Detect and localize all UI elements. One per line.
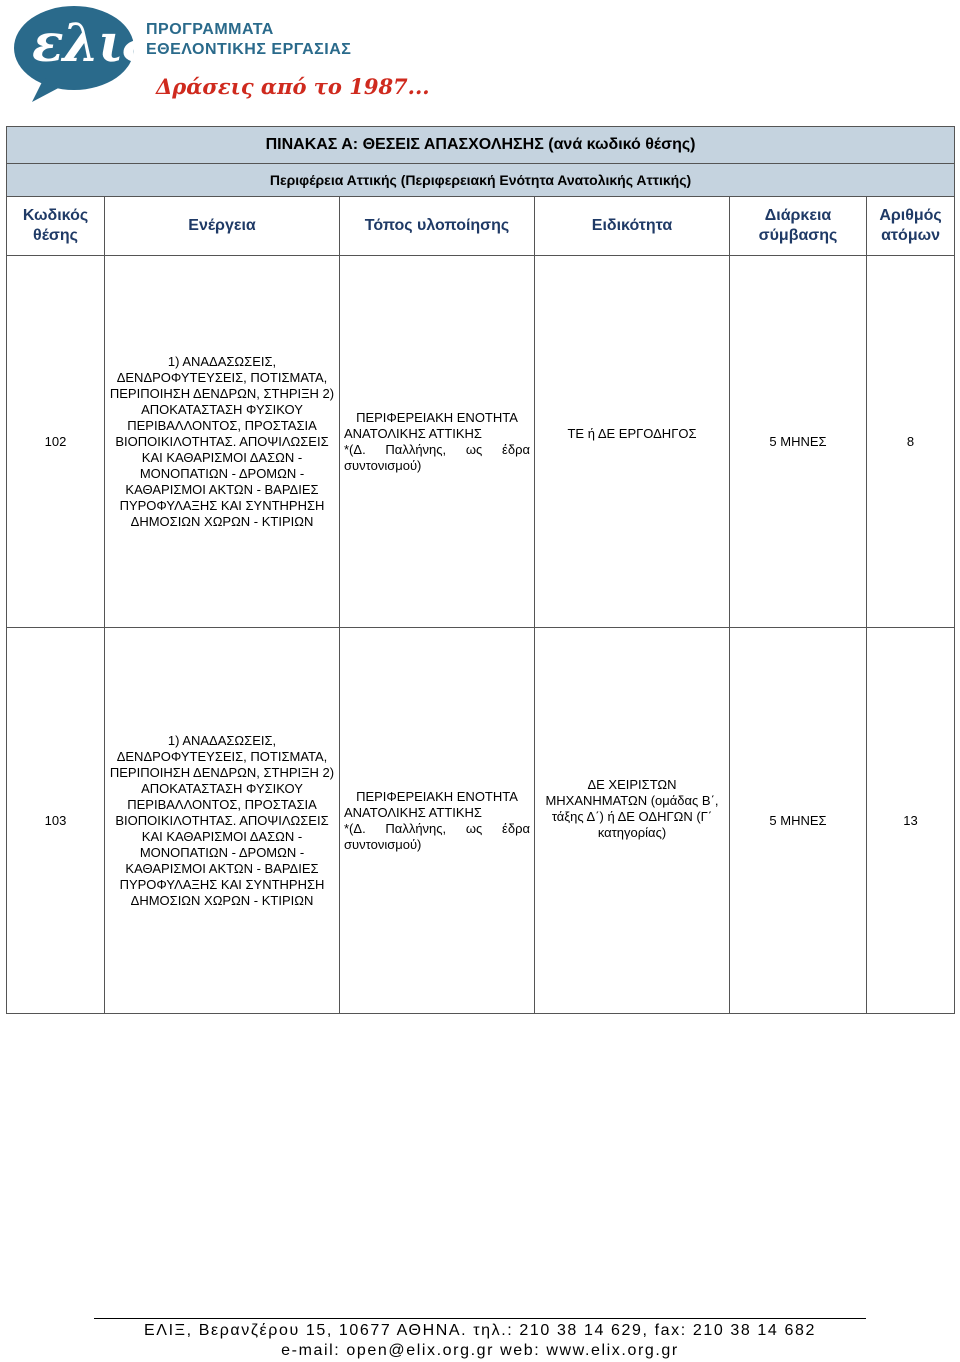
cell-code: 102 bbox=[7, 256, 105, 628]
place-region: ΠΕΡΙΦΕΡΕΙΑΚΗ ΕΝΟΤΗΤΑ ΑΝΑΤΟΛΙΚΗΣ ΑΤΤΙΚΗΣ bbox=[344, 788, 518, 820]
table-subtitle-row bbox=[7, 164, 955, 197]
logo-slogan: Δράσεις από το 1987... bbox=[156, 74, 430, 99]
cell-code: 103 bbox=[7, 628, 105, 1014]
table-row bbox=[7, 628, 955, 1014]
table-row bbox=[7, 256, 955, 628]
positions-table bbox=[6, 126, 955, 1014]
header-specialty: Ειδικότητα bbox=[535, 197, 730, 256]
cell-place bbox=[340, 628, 535, 1014]
table-title: ΠΙΝΑΚΑΣ Α: ΘΕΣΕΙΣ ΑΠΑΣΧΟΛΗΣΗΣ (ανά κωδικό θέσης) bbox=[7, 127, 955, 164]
specialty-text: ΔΕ ΧΕΙΡΙΣΤΩΝ ΜΗΧΑΝΗΜΑΤΩΝ (ομάδας Β΄, τάξης Δ΄) ή ΔΕ ΟΔΗΓΩΝ (Γ΄ κατηγορίας) bbox=[545, 776, 719, 840]
logo-wordmark: ελιξ bbox=[32, 13, 153, 74]
cell-duration: 5 ΜΗΝΕΣ bbox=[730, 628, 867, 1014]
logo-title-line1: ΠΡΟΓΡΑΜΜΑΤΑ bbox=[146, 21, 274, 38]
cell-duration: 5 ΜΗΝΕΣ bbox=[730, 256, 867, 628]
cell-persons: 13 bbox=[867, 628, 955, 1014]
place-note: *(Δ. Παλλήνης, ως έδρα συντονισμού) bbox=[344, 441, 530, 473]
table-subtitle: Περιφέρεια Αττικής (Περιφερειακή Ενότητα Ανατολικής Αττικής) bbox=[7, 164, 955, 197]
header-code: Κωδικός θέσης bbox=[7, 197, 105, 256]
specialty-text: ΤΕ ή ΔΕ ΕΡΓΟΔΗΓΟΣ bbox=[567, 425, 697, 441]
header-place: Τόπος υλοποίησης bbox=[340, 197, 535, 256]
header-action: Ενέργεια bbox=[105, 197, 340, 256]
elix-logo bbox=[10, 4, 430, 104]
table-header-row bbox=[7, 197, 955, 256]
table-title-row bbox=[7, 127, 955, 164]
cell-place bbox=[340, 256, 535, 628]
place-note: *(Δ. Παλλήνης, ως έδρα συντονισμού) bbox=[344, 820, 530, 852]
cell-specialty bbox=[535, 628, 730, 1014]
cell-persons: 8 bbox=[867, 256, 955, 628]
header-persons: Αριθμός ατόμων bbox=[867, 197, 955, 256]
footer-divider bbox=[94, 1318, 866, 1319]
cell-specialty bbox=[535, 256, 730, 628]
cell-action: 1) ΑΝΑΔΑΣΩΣΕΙΣ, ΔΕΝΔΡΟΦΥΤΕΥΣΕΙΣ, ΠΟΤΙΣΜΑΤΑ, ΠΕΡΙΠΟΙΗΣΗ ΔΕΝΔΡΩΝ, ΣΤΗΡΙΞΗ 2) ΑΠΟΚΑΤΑΣΤΑΣΗ ΦΥΣΙΚΟΥ ΠΕΡΙΒΑΛΛΟΝΤΟΣ, ΠΡΟΣΤΑΣΙΑ ΒΙΟΠΟΙΚΙΛΟΤΗΤΑΣ. ΑΠΟΨΙΛΩΣΕΙΣ ΚΑΙ ΚΑΘΑΡΙΣΜΟΙ ΔΑΣΩΝ - ΜΟΝΟΠΑΤΙΩΝ - ΔΡΟΜΩΝ - ΚΑΘΑΡΙΣΜΟΙ ΑΚΤΩΝ - ΒΑΡΔΙΕΣ ΠΥΡΟΦΥΛΑΞΗΣ ΚΑΙ ΣΥΝΤΗΡΗΣΗ ΔΗΜΟΣΙΩΝ ΧΩΡΩΝ - ΚΤΙΡΙΩΝ bbox=[105, 256, 340, 628]
cell-action: 1) ΑΝΑΔΑΣΩΣΕΙΣ, ΔΕΝΔΡΟΦΥΤΕΥΣΕΙΣ, ΠΟΤΙΣΜΑΤΑ, ΠΕΡΙΠΟΙΗΣΗ ΔΕΝΔΡΩΝ, ΣΤΗΡΙΞΗ 2) ΑΠΟΚΑΤΑΣΤΑΣΗ ΦΥΣΙΚΟΥ ΠΕΡΙΒΑΛΛΟΝΤΟΣ, ΠΡΟΣΤΑΣΙΑ ΒΙΟΠΟΙΚΙΛΟΤΗΤΑΣ. ΑΠΟΨΙΛΩΣΕΙΣ ΚΑΙ ΚΑΘΑΡΙΣΜΟΙ ΔΑΣΩΝ - ΜΟΝΟΠΑΤΙΩΝ - ΔΡΟΜΩΝ - ΚΑΘΑΡΙΣΜΟΙ ΑΚΤΩΝ - ΒΑΡΔΙΕΣ ΠΥΡΟΦΥΛΑΞΗΣ ΚΑΙ ΣΥΝΤΗΡΗΣΗ ΔΗΜΟΣΙΩΝ ΧΩΡΩΝ - ΚΤΙΡΙΩΝ bbox=[105, 628, 340, 1014]
footer-address: ΕΛΙΞ, Βερανζέρου 15, 10677 ΑΘΗΝΑ. τηλ.: 210 38 14 629, fax: 210 38 14 682 bbox=[144, 1322, 816, 1339]
footer-contact: e-mail: open@elix.org.gr web: www.elix.org.gr bbox=[281, 1342, 679, 1359]
header-duration: Διάρκεια σύμβασης bbox=[730, 197, 867, 256]
place-region: ΠΕΡΙΦΕΡΕΙΑΚΗ ΕΝΟΤΗΤΑ ΑΝΑΤΟΛΙΚΗΣ ΑΤΤΙΚΗΣ bbox=[344, 409, 518, 441]
logo-title-line2: ΕΘΕΛΟΝΤΙΚΗΣ ΕΡΓΑΣΙΑΣ bbox=[146, 41, 352, 58]
